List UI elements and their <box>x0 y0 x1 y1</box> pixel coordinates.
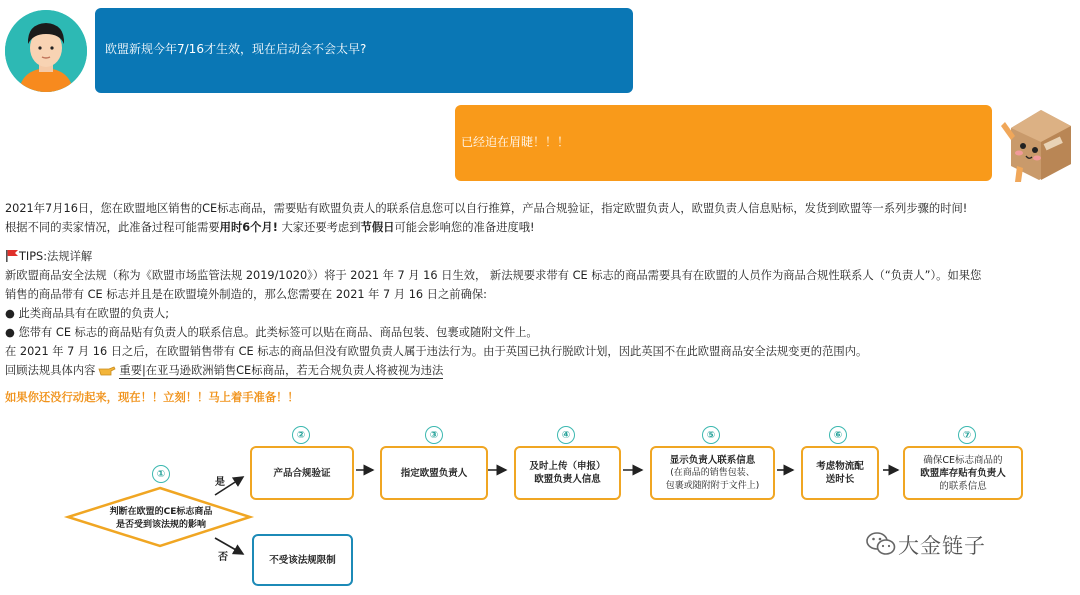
paragraph-line: 新欧盟商品安全法规（称为《欧盟市场监管法规 2019/1020》）将于 2021 年 7 月 16 日生效， 新法规要求带有 CE 标志的商品需要具有在欧盟的人员作为商品合规性联系人（“负责人”）。如果您 <box>5 269 982 282</box>
urgent-call: 如果你还没行动起来，现在！！立刻！！马上着手准备！！ <box>5 391 299 404</box>
step-box-display <box>650 446 775 500</box>
no-box: 不受该法规限制 <box>252 534 353 586</box>
step-number: ③ <box>425 426 443 444</box>
highlight-holidays: 节假日 <box>360 221 395 234</box>
paragraph-line <box>5 218 535 237</box>
step-number: ⑥ <box>829 426 847 444</box>
step-box-inventory <box>903 446 1023 500</box>
decision-text <box>98 506 224 532</box>
text-span: 可能会影响您的准备进度哦! <box>394 221 535 234</box>
step-text: 指定欧盟负责人 <box>400 467 468 479</box>
text-span: 大家还要考虑到 <box>277 221 361 234</box>
bullet-item: ● 您带有 CE 标志的商品贴有负责人的联系信息。此类标签可以贴在商品、商品包装、包裹或随附文件上。 <box>5 326 538 339</box>
pointing-hand-icon <box>98 363 116 376</box>
paragraph-line: 在 2021 年 7 月 16 日之后，在欧盟销售带有 CE 标志的商品但没有欧盟负责人属于违法行为。由于英国已执行脱欧计划，因此英国不在此欧盟商品安全法规变更的范围内。 <box>5 345 868 358</box>
step-box-designate <box>380 446 488 500</box>
paragraph-line: 2021年7月16日，您在欧盟地区销售的CE标志商品，需要贴有欧盟负责人的联系信息您可以自行推算，产品合规验证，指定欧盟负责人，欧盟负责人信息贴标，发货到欧盟等一系列步骤的时间! <box>5 202 968 215</box>
step-text: 显示负责人联系信息 <box>669 454 756 466</box>
step-number: ④ <box>557 426 575 444</box>
answer-text: 已经迫在眉睫！！！ <box>461 135 570 149</box>
red-flag-icon <box>5 249 19 262</box>
text-span: 根据不同的卖家情况，此准备过程可能需要 <box>5 221 220 234</box>
step-number: ① <box>152 465 170 483</box>
box-mascot-avatar <box>997 100 1077 185</box>
wechat-icon <box>866 531 896 557</box>
step-text: 产品合规验证 <box>273 467 331 479</box>
step-text: 包裹或随附附于文件上) <box>665 480 760 491</box>
step-box-logistics <box>801 446 879 500</box>
step-text: 的联系信息 <box>939 480 987 492</box>
question-text: 欧盟新规今年7/16才生效，现在启动会不会太早? <box>105 42 367 56</box>
decision-line: 是否受到该法规的影响 <box>115 520 206 530</box>
watermark-text: 大金链子 <box>898 534 986 558</box>
tips-title-text: TIPS:法规详解 <box>19 250 93 263</box>
step-number: ⑤ <box>702 426 720 444</box>
no-label: 否 <box>218 552 228 563</box>
step-number: ② <box>292 426 310 444</box>
step-box-upload <box>514 446 621 500</box>
step-text: 欧盟库存贴有负责人 <box>920 467 1006 479</box>
step-text: 欧盟负责人信息 <box>534 474 601 485</box>
step-text: 确保CE标志商品的 <box>923 454 1003 466</box>
bullet-item: ● 此类商品具有在欧盟的负责人; <box>5 307 170 320</box>
step-number: ⑦ <box>958 426 976 444</box>
step-text: 送时长 <box>825 474 855 485</box>
yes-label: 是 <box>215 477 225 488</box>
review-prefix: 回顾法规具体内容 <box>5 364 96 377</box>
article-link[interactable]: 重要|在亚马逊欧洲销售CE标商品，若无合规负责人将被视为违法 <box>119 364 444 377</box>
step-text: (在商品的销售包装、 <box>670 467 755 478</box>
review-line <box>5 361 443 380</box>
step-text: 及时上传（申报） <box>529 461 606 472</box>
step-box-compliance <box>250 446 354 500</box>
question-bubble <box>95 8 633 93</box>
highlight-six-months: 用时6个月! <box>219 221 278 234</box>
user-avatar <box>5 10 87 92</box>
paragraph-line: 销售的商品带有 CE 标志并且是在欧盟境外制造的，那么您需要在 2021 年 7 月 16 日之前确保: <box>5 288 487 301</box>
decision-line: 判断在欧盟的CE标志商品 <box>109 507 213 517</box>
answer-bubble <box>455 105 992 181</box>
step-text: 考虑物流配 <box>816 461 864 472</box>
tips-title <box>5 247 92 266</box>
